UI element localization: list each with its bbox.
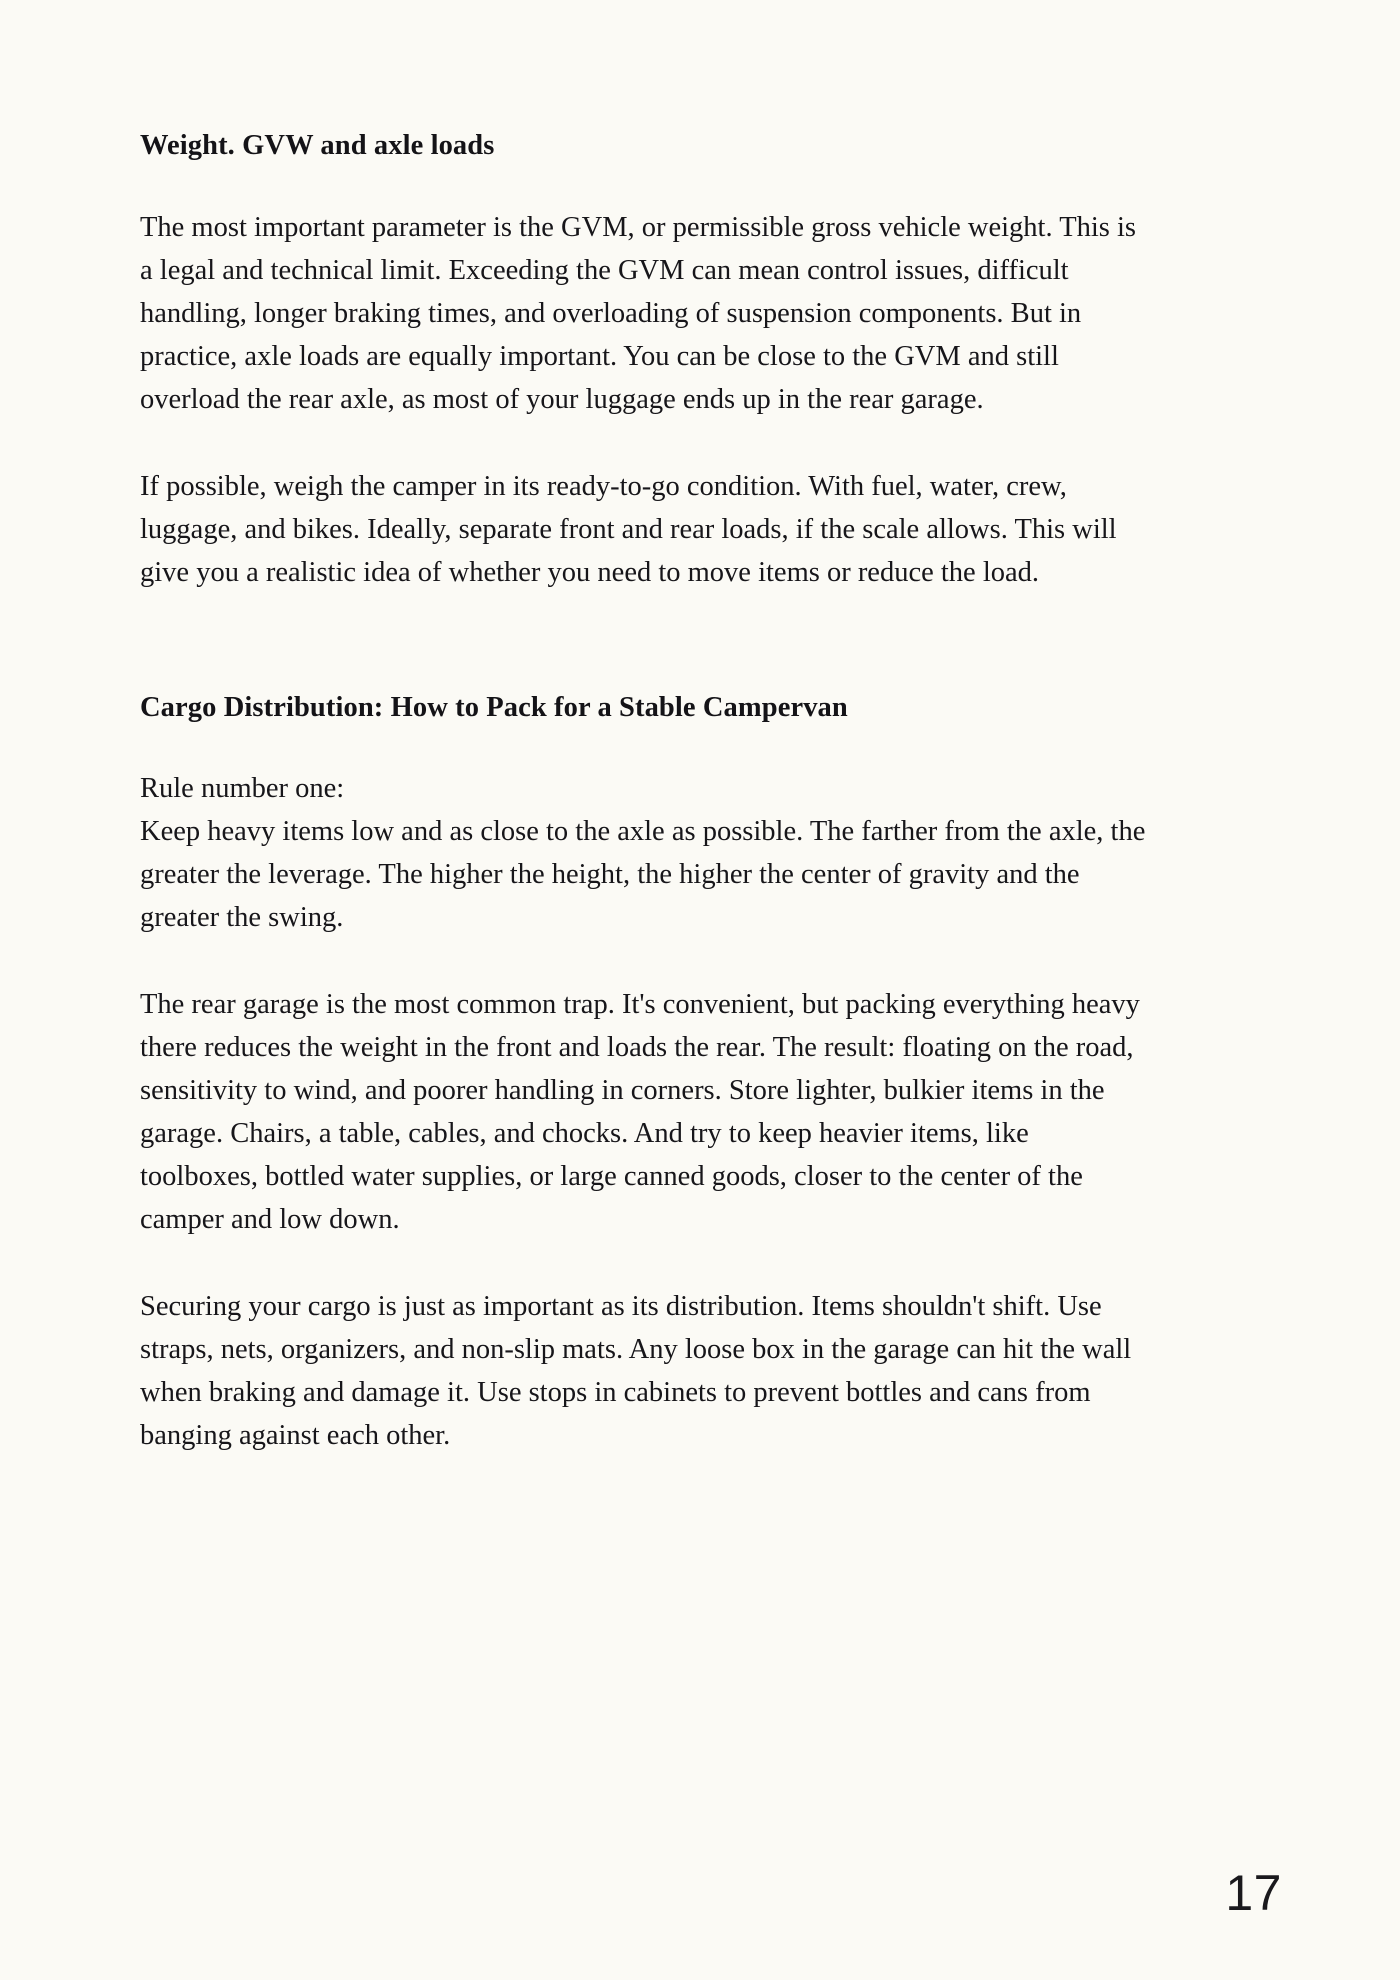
section-heading-cargo-distribution: Cargo Distribution: How to Pack for a Stable Campervan [140, 691, 848, 723]
page-number: 17 [1225, 1865, 1282, 1921]
page-content [140, 128, 1152, 1457]
paragraph-rear-garage-trap: The rear garage is the most common trap. It's convenient, but packing everything heavy there reduces the weight in the front and loads the rear. The result: floating on the road, sensitivity to wind, and poorer handling in corners. Store lighter, bulkier items in the garage. Chairs, a table, cables, and chocks. And try to keep heavier items, like toolboxes, bottled water supplies, or large canned goods, closer to the center of the camper and low down. [140, 989, 1140, 1236]
section-heading-weight: Weight. GVW and axle loads [140, 130, 495, 161]
spacer [140, 939, 1152, 983]
paragraph-securing-cargo: Securing your cargo is just as important as its distribution. Items shouldn't shift. Use straps, nets, organizers, and non-slip mats. Any loose box in the garage can hit the wall when braking and damage it. Use stops in cabinets to prevent bottles and cans from banging against each other. [140, 1291, 1132, 1452]
paragraph-gvm-overview: The most important parameter is the GVM, or permissible gross vehicle weight. This is a legal and technical limit. Exceeding the GVM can mean control issues, difficult handling, longer braking times, and overloading of suspension components. But in practice, axle loads are equally important. You can be close to the GVM and still overload the rear axle, as most of your luggage ends up in the rear garage. [140, 211, 1136, 415]
spacer [140, 164, 1152, 206]
spacer [140, 594, 1152, 690]
paragraph-rule-number-one-label: Rule number one: [140, 773, 345, 805]
paragraph-weighing-advice: If possible, weigh the camper in its ready-to-go condition. With fuel, water, crew, luggage, and bikes. Ideally, separate front and rear loads, if the scale allows. This will give you a realistic idea of whether you need to move items or reduce the load. [140, 470, 1117, 588]
spacer [140, 725, 1152, 767]
spacer [140, 1241, 1152, 1285]
spacer [140, 421, 1152, 465]
paragraph-rule-number-one-body: Keep heavy items low and as close to the axle as possible. The farther from the axle, the greater the leverage. The higher the height, the higher the center of gravity and the greater the swing. [140, 816, 1146, 934]
